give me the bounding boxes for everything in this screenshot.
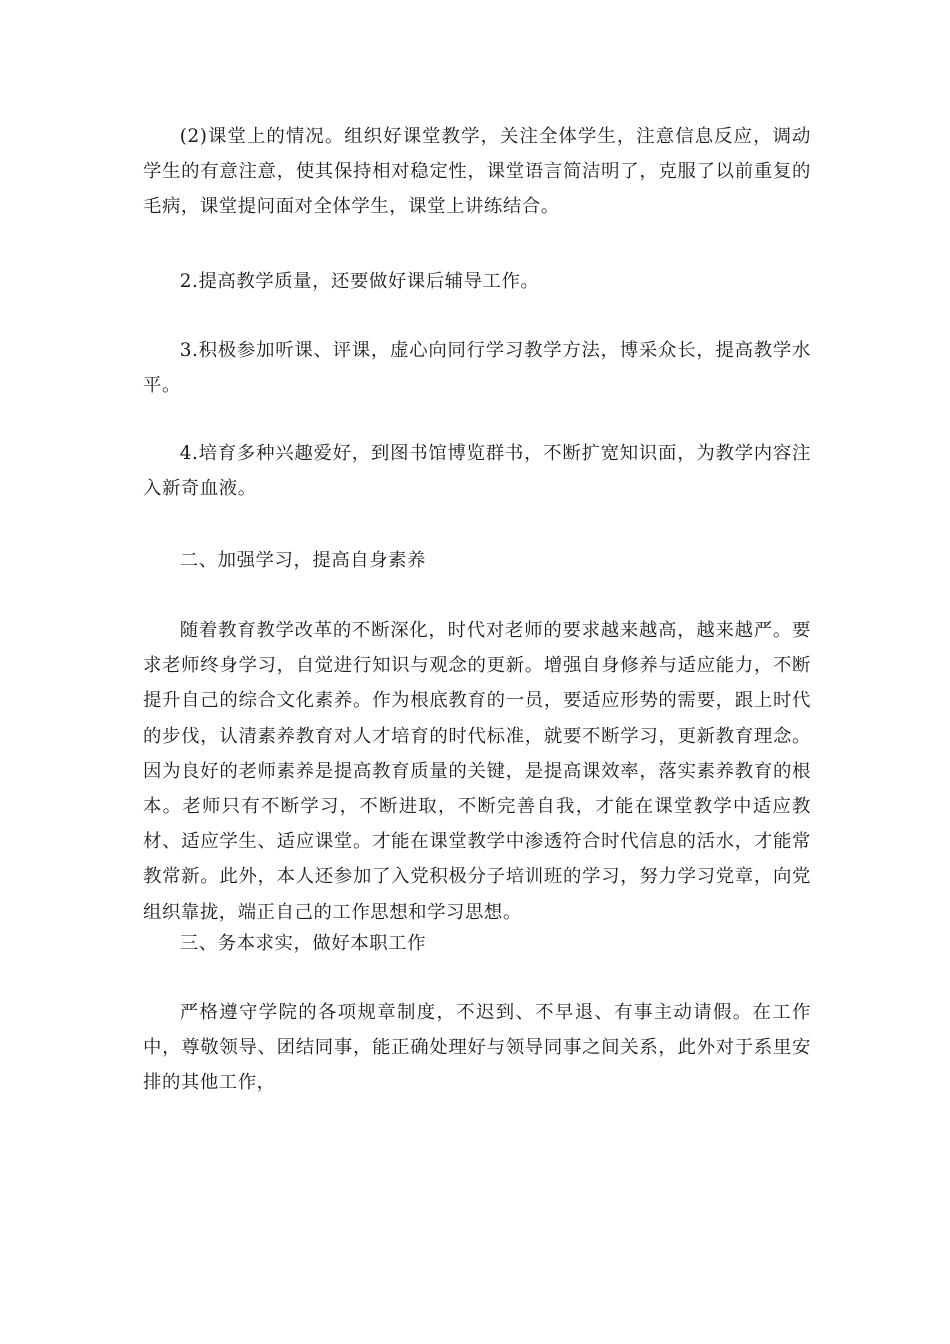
paragraph-study-section: 随着教育教学改革的不断深化，时代对老师的要求越来越高，越来越严。要求老师终身学习，自觉进行知识与观念的更新。增强自身修养与适应能力，不断提升自己的综合文化素养。作为根底教育的一员，要适应形势的需要，跟上时代的步伐，认清素养教育对人才培育的时代标准，就要不断学习，更新教育理念。因为良好的老师素养是提高教育质量的关键，是提高课效率，落实素养教育的根本。老师只有不断学习，不断进取，不断完善自我，才能在课堂教学中适应教材、适应学生、适应课堂。才能在课堂教学中渗透符合时代信息的活水，才能常教常新。此外，本人还参加了入党积极分子培训班的学习，努力学习党章，向党组织靠拢，端正自己的工作思想和学习思想。 [143,620,811,923]
paragraph-item-2: 2.提高教学质量，还要做好课后辅导工作。 [179,271,540,292]
section-heading-3: 三、务本求实，做好本职工作 [179,933,427,954]
paragraph-work-section: 严格遵守学院的各项规章制度，不迟到、不早退、有事主动请假。在工作中，尊敬领导、团结同事，能正确处理好与领导同事之间关系，此外对于系里安排的其他工作， [143,1002,811,1094]
paragraph-item-3: 3.积极参加听课、评课，虚心向同行学习教学方法，博采众长，提高教学水平。 [143,340,811,397]
paragraph-classroom-situation: (2)课堂上的情况。组织好课堂教学，关注全体学生，注意信息反应，调动学生的有意注意，使其保持相对稳定性，课堂语言简洁明了，克服了以前重复的毛病，课堂提问面对全体学生，课堂上讲练结合。 [143,126,811,218]
paragraph-item-4: 4.培育多种兴趣爱好，到图书馆博览群书，不断扩宽知识面，为教学内容注入新奇血液。 [143,443,811,500]
section-heading-2: 二、加强学习，提高自身素养 [179,550,427,571]
